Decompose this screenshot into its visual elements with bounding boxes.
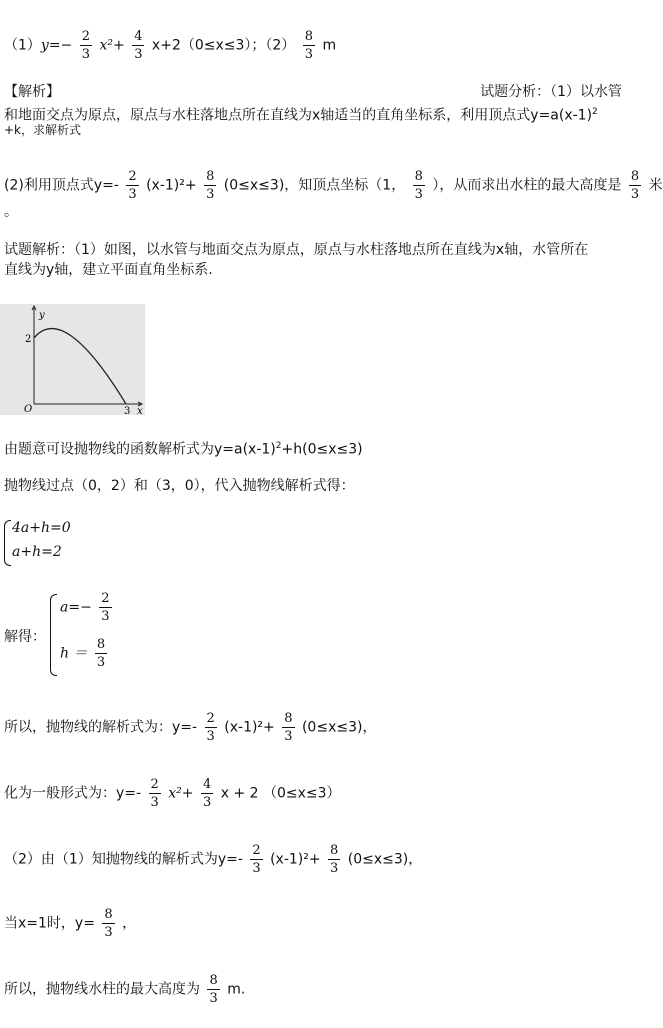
- analysis-heading: 试题分析：（1）以水管: [480, 84, 622, 100]
- brace: [50, 594, 57, 676]
- parabola-graph: [0, 304, 145, 415]
- solve-h: h ＝ $\frac{8}{3}$: [60, 637, 106, 670]
- points-line: 抛物线过点（0，2）和（3，0），代入抛物线解析式得：: [4, 478, 355, 494]
- fraction: $\frac{8}{3}$: [104, 907, 113, 940]
- jiexi-label: 【解析】: [4, 84, 60, 100]
- part2-line: （2）由（1）知抛物线的解析式为y=- $\frac{2}{3}$ (x-1)²+ $\frac{8}{3}$ (0≤x≤3)，: [4, 843, 423, 876]
- fraction: $\frac{8}{3}$: [630, 169, 640, 202]
- solution-line2: 直线为y轴，建立平面直角坐标系.: [4, 262, 213, 278]
- analysis-line2: 和地面交点为原点，原点与水柱落地点所在直线为x轴适当的直角坐标系，利用顶点式$y=a(x-1)^2$: [4, 107, 598, 124]
- fraction: $\frac{2}{3}$: [128, 169, 137, 202]
- fraction: $\frac{8}{3}$: [209, 973, 218, 1006]
- fraction: $\frac{8}{3}$: [284, 711, 293, 744]
- fraction: $\frac{2}{3}$: [206, 711, 215, 744]
- setup-line: 由题意可设抛物线的函数解析式为$y=a(x-1)^2+h(0\le x\le 3)$: [4, 441, 363, 458]
- system-eq2: a+h=2: [12, 544, 62, 560]
- analysis-line3: +k，求解析式: [4, 123, 82, 137]
- answer-part1-label: （1）: [4, 37, 41, 54]
- step2-period: 。: [4, 204, 18, 220]
- final-line: 所以，抛物线水柱的最大高度为 $\frac{8}{3}$ m.: [4, 973, 246, 1006]
- solution-system: [4, 590, 204, 680]
- origin-label: O: [24, 404, 33, 415]
- solution-line1: 试题解析：（1）如图，以水管与地面交点为原点，原点与水柱落地点所在直线为x轴，水管所在: [4, 242, 589, 258]
- fraction: $\frac{4}{3}$: [202, 777, 212, 810]
- answer-x2: x²+: [99, 37, 125, 54]
- answer-line: [4, 30, 336, 61]
- x-tick-label: 3: [124, 406, 131, 417]
- solve-a: a=− $\frac{2}{3}$: [60, 591, 110, 624]
- y-axis-label: y: [39, 310, 45, 321]
- fraction: $\frac{2}{3}$: [81, 29, 91, 62]
- answer-tail: x+2（0≤x≤3）；（2）: [151, 37, 296, 54]
- fraction: $\frac{8}{3}$: [414, 169, 423, 202]
- solve-label: 解得：: [4, 629, 46, 645]
- y-tick-label: 2: [25, 334, 32, 345]
- general-form-line: 化为一般形式为：y=- $\frac{2}{3}$ x²+ $\frac{4}{3}$ x + 2 （0≤x≤3）: [4, 777, 341, 810]
- system-eq1: 4a+h=0: [12, 520, 71, 536]
- x-axis-label: x: [137, 406, 143, 417]
- fraction: $\frac{2}{3}$: [101, 591, 110, 624]
- fraction: $\frac{2}{3}$: [150, 777, 159, 810]
- fraction: $\frac{8}{3}$: [304, 29, 314, 62]
- step2-line: (2)利用顶点式y=- $\frac{2}{3}$ (x-1)²+ $\frac{8}{3}$ (0≤x≤3)，知顶点坐标（1， $\frac{8}{3}$ ），从而求出水柱的最大高度是 $\frac{8}{3}$ 米: [4, 169, 663, 202]
- equation-system: [4, 518, 124, 566]
- answer-unit: m: [322, 37, 337, 54]
- fraction: $\frac{8}{3}$: [206, 169, 215, 202]
- brace: [4, 520, 11, 566]
- fraction: $\frac{4}{3}$: [134, 29, 143, 62]
- fraction: $\frac{2}{3}$: [252, 843, 261, 876]
- when-line: 当x=1时，y= $\frac{8}{3}$ ，: [4, 907, 137, 940]
- fraction: $\frac{8}{3}$: [96, 637, 106, 670]
- result1-line: 所以，抛物线的解析式为：y=- $\frac{2}{3}$ (x-1)²+ $\frac{8}{3}$ (0≤x≤3)，: [4, 711, 377, 744]
- answer-y: y=−: [40, 37, 73, 54]
- fraction: $\frac{8}{3}$: [330, 843, 339, 876]
- parabola-figure: [0, 304, 145, 415]
